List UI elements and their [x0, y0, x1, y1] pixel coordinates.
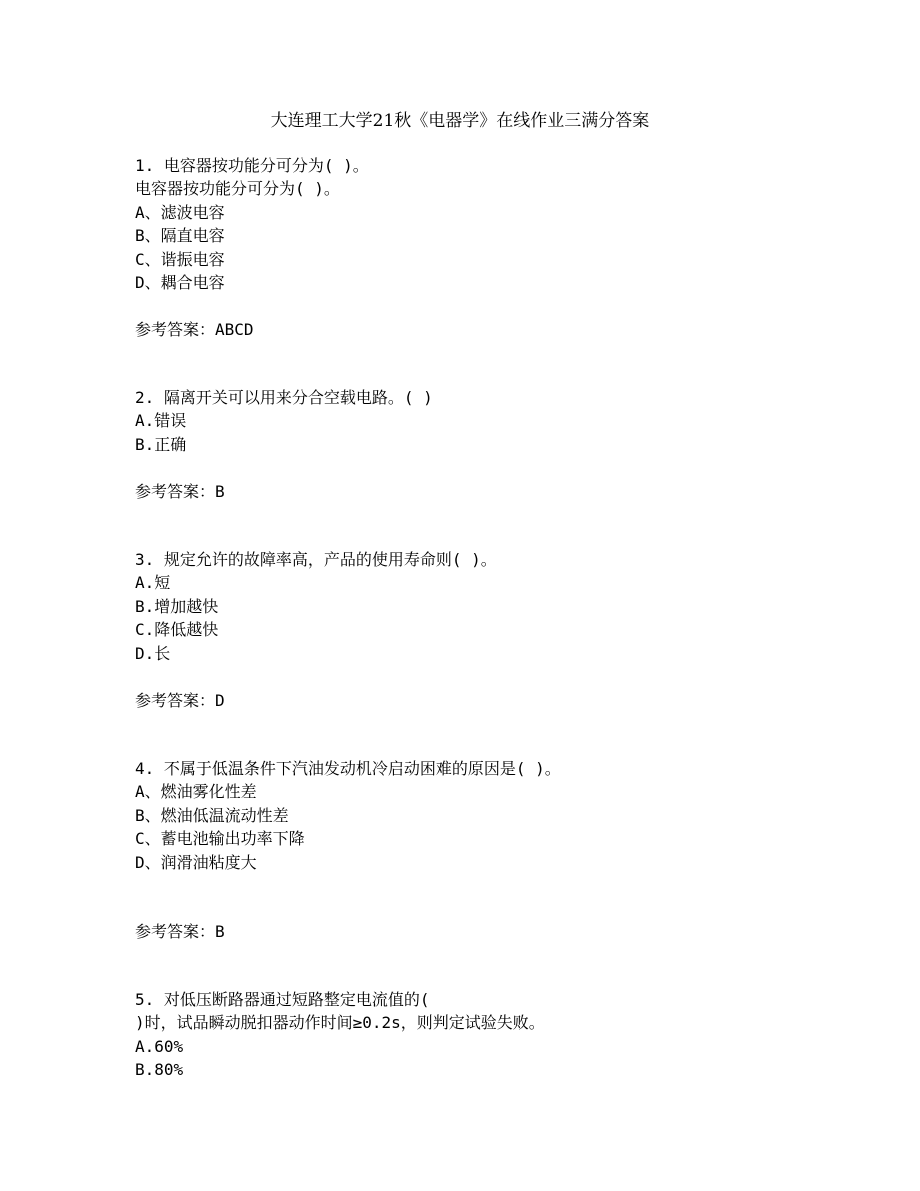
- question-restated: 电容器按功能分可分为( )。: [135, 179, 340, 199]
- document-title: 大连理工大学21秋《电器学》在线作业三满分答案: [270, 111, 650, 131]
- answer-label: 参考答案：: [135, 691, 216, 710]
- question-stem: 1. 电容器按功能分可分为( )。: [135, 156, 369, 175]
- answer-value: B: [215, 922, 225, 941]
- option-d: D.长: [135, 643, 171, 663]
- option-b: B.增加越快: [135, 596, 219, 616]
- answer-label: 参考答案：: [135, 320, 216, 339]
- question-2: [135, 386, 835, 456]
- option-d: D、耦合电容: [135, 273, 225, 293]
- option-a: A.错误: [135, 411, 187, 431]
- option-a: A、滤波电容: [135, 202, 225, 222]
- option-b: B.正确: [135, 434, 187, 454]
- question-3: [135, 548, 835, 665]
- question-stem: 5. 对低压断路器通过短路整定电流值的(: [135, 990, 430, 1009]
- option-a: A.60%: [135, 1036, 184, 1056]
- answer-4: [135, 920, 835, 943]
- option-c: C、蓄电池输出功率下降: [135, 829, 305, 849]
- option-b: B.80%: [135, 1060, 184, 1080]
- answer-1: [135, 318, 835, 341]
- answer-label: 参考答案：: [135, 922, 216, 941]
- option-a: A、燃油雾化性差: [135, 782, 257, 802]
- question-stem: 4. 不属于低温条件下汽油发动机冷启动困难的原因是( )。: [135, 759, 561, 778]
- option-a: A.短: [135, 573, 171, 593]
- answer-value: ABCD: [215, 320, 254, 339]
- option-b: B、燃油低温流动性差: [135, 805, 289, 825]
- question-stem: 3. 规定允许的故障率高，产品的使用寿命则( )。: [135, 550, 497, 569]
- option-c: C、谐振电容: [135, 249, 225, 269]
- option-b: B、隔直电容: [135, 226, 225, 246]
- answer-label: 参考答案：: [135, 482, 216, 501]
- question-stem: 2. 隔离开关可以用来分合空载电路。( ): [135, 388, 433, 407]
- option-d: D、润滑油粘度大: [135, 852, 257, 872]
- question-stem-continued: )时，试品瞬动脱扣器动作时间≥0.2s，则判定试验失败。: [135, 1013, 545, 1033]
- question-4: [135, 757, 835, 874]
- answer-3: [135, 689, 835, 712]
- answer-value: D: [215, 691, 225, 710]
- answer-2: [135, 480, 835, 503]
- option-c: C.降低越快: [135, 620, 219, 640]
- answer-value: B: [215, 482, 225, 501]
- question-5: [135, 988, 835, 1082]
- question-1: [135, 154, 835, 294]
